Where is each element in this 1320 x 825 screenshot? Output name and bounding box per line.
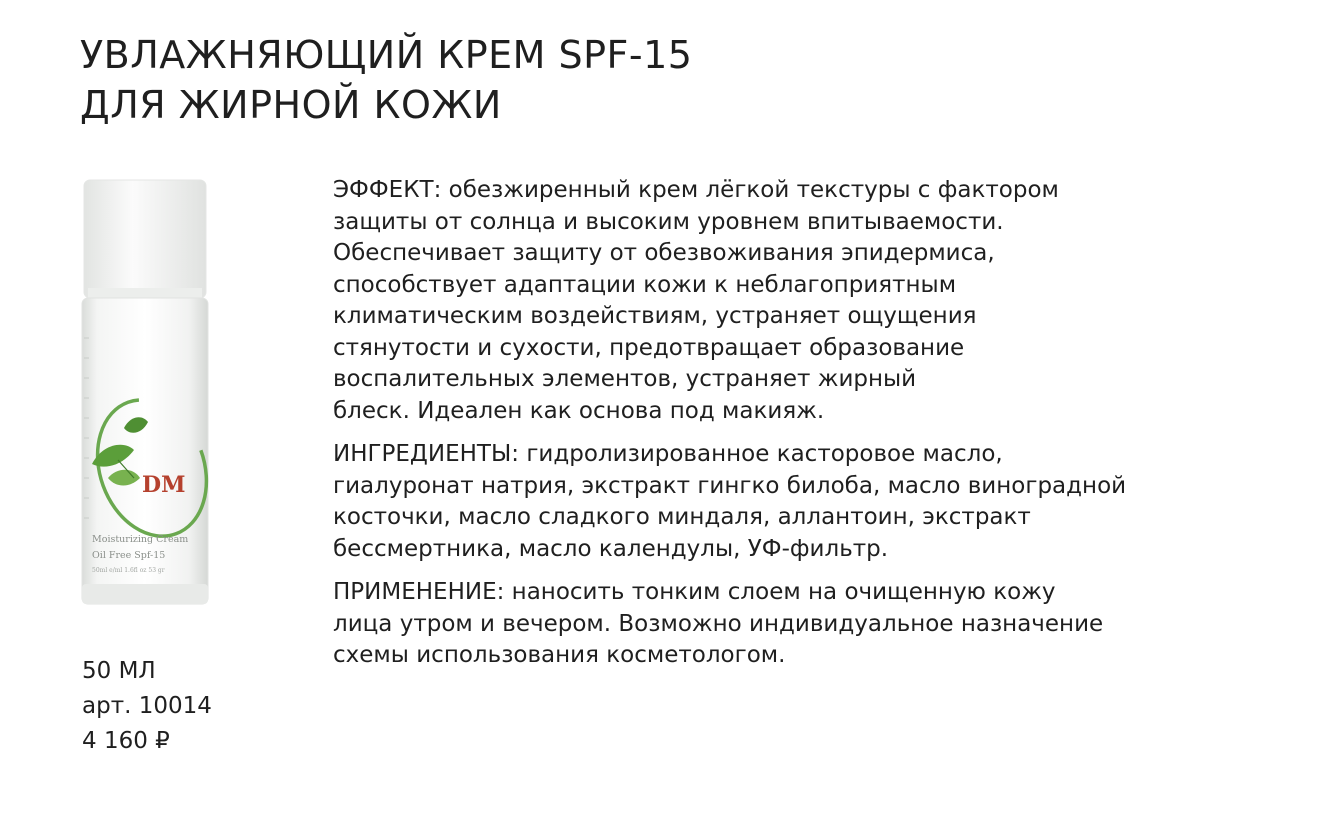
svg-text:Oil Free Spf-15: Oil Free Spf-15 <box>92 550 166 561</box>
product-title-line-2: ДЛЯ ЖИРНОЙ КОЖИ <box>80 83 502 127</box>
product-title-line-1: УВЛАЖНЯЮЩИЙ КРЕМ SPF-15 <box>80 33 693 77</box>
product-description <box>333 175 1263 684</box>
effect-paragraph: ЭФФЕКТ: обезжиренный крем лёгкой текстуры с фактором защиты от солнца и высоким уровнем впитываемости. Обеспечивает защиту от обезвоживания эпидермиса, способствует адаптации кожи к неблагоприятным климатическим воздействиям, устраняет ощущения стянутости и сухости, предотвращает образование воспалительных элементов, устраняет жирный блеск. Идеален как основа под макияж. <box>333 177 1059 424</box>
cream-bottle-illustration <box>78 178 212 608</box>
product-price: 4 160 ₽ <box>82 728 170 754</box>
svg-text:50ml e/ml 1.6fl oz 53 gr: 50ml e/ml 1.6fl oz 53 gr <box>92 567 165 574</box>
product-image <box>78 178 212 608</box>
application-paragraph: ПРИМЕНЕНИЕ: наносить тонким слоем на очищенную кожу лица утром и вечером. Возможно индивидуальное назначение схемы использования косметологом. <box>333 579 1104 668</box>
product-title <box>80 30 692 130</box>
svg-text:Moisturizing Cream: Moisturizing Cream <box>92 534 189 545</box>
product-specs <box>82 654 212 759</box>
brand-logo: DM <box>142 472 186 498</box>
ingredients-paragraph: ИНГРЕДИЕНТЫ: гидролизированное касторовое масло, гиалуронат натрия, экстракт гингко билоба, масло виноградной косточки, масло сладкого миндаля, аллантоин, экстракт бессмертника, масло календулы, УФ-фильтр. <box>333 441 1127 562</box>
product-article: арт. 10014 <box>82 693 212 719</box>
product-volume: 50 МЛ <box>82 658 156 684</box>
